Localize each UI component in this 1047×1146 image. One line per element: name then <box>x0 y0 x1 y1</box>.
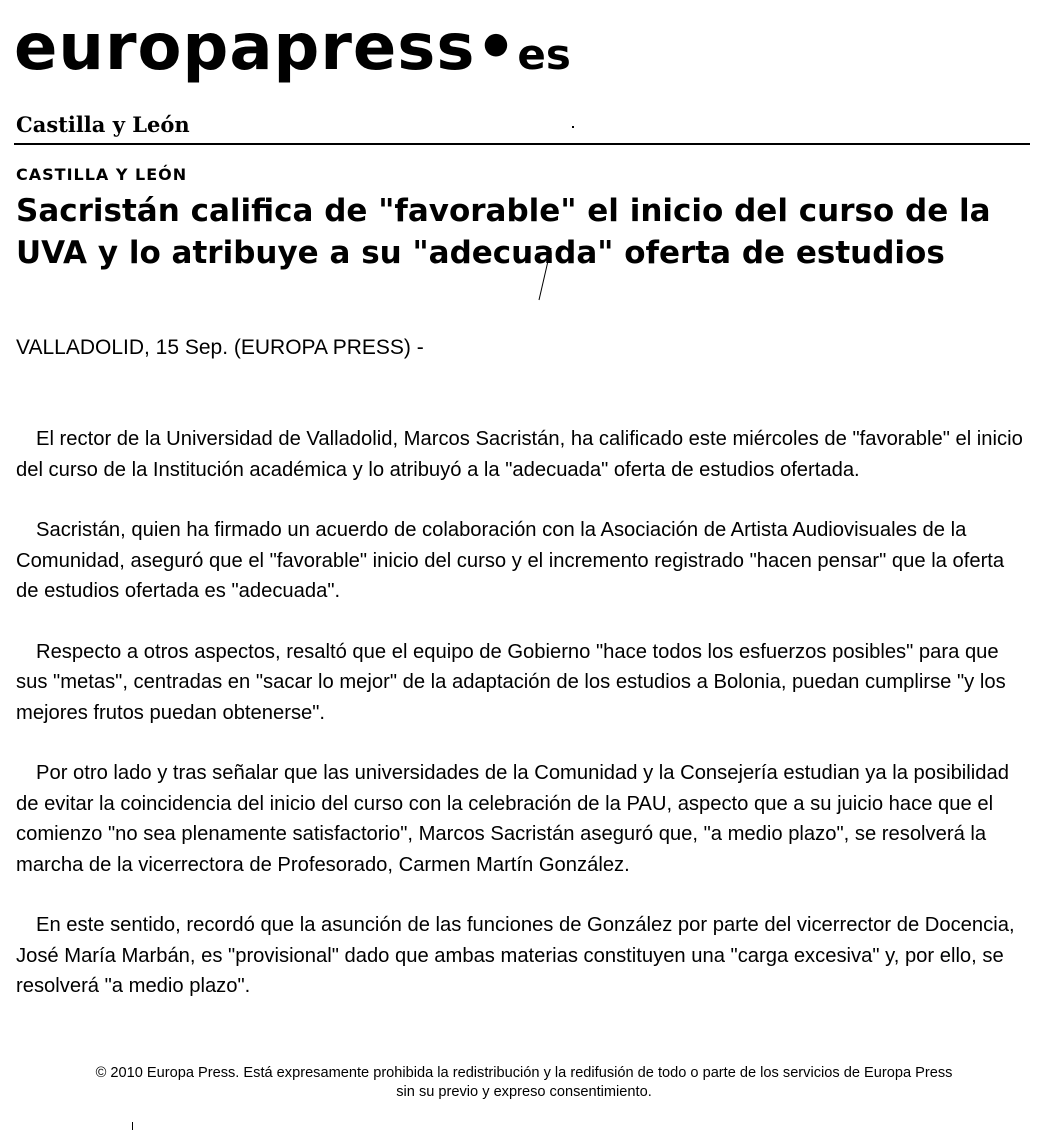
article-dateline: VALLADOLID, 15 Sep. (EUROPA PRESS) - <box>16 336 424 359</box>
article-body <box>16 424 1028 1032</box>
article-headline: Sacristán califica de "favorable" el inicio del curso de la UVA y lo atribuye a su "adecuada" oferta de estudios <box>16 193 991 271</box>
article-paragraph: Por otro lado y tras señalar que las universidades de la Comunidad y la Consejería estudian ya la posibilidad de evitar la coincidencia del inicio del curso con la celebración de la PAU, aspecto que a su juicio hace que el comienzo "no sea plenamente satisfactorio", Marcos Sacristán aseguró que, "a medio plazo", se resolverá la marcha de la vicerrectora de Profesorado, Carmen Martín González. <box>16 762 1009 876</box>
copyright-line: © 2010 Europa Press. Está expresamente prohibida la redistribución y la redifusión de todo o parte de los servicios de Europa Press <box>95 1065 953 1081</box>
europapress-logo <box>14 8 571 95</box>
article-paragraph: El rector de la Universidad de Valladolid, Marcos Sacristán, ha calificado este miércoles de "favorable" el inicio del curso de la Institución académica y lo atribuyó a la "adecuada" oferta de estudios ofertada. <box>16 428 1023 481</box>
logo-domain: es <box>517 30 571 79</box>
scan-speck <box>132 1122 133 1130</box>
copyright-footer <box>10 1064 1038 1102</box>
section-title: Castilla y León <box>16 112 190 137</box>
logo-dot: • <box>475 11 518 85</box>
article-kicker: CASTILLA Y LEÓN <box>16 165 188 184</box>
article-paragraph: En este sentido, recordó que la asunción de las funciones de González por parte del vicerrector de Docencia, José María Marbán, es "provisional" dado que ambas materias constituyen una "carga excesiva" y, por ello, se resolverá "a medio plazo". <box>16 914 1015 997</box>
scan-speck <box>572 126 574 128</box>
article-paragraph: Respecto a otros aspectos, resaltó que el equipo de Gobierno "hace todos los esfuerzos posibles" para que sus "metas", centradas en "sacar lo mejor" de la adaptación de los estudios a Bolonia, puedan cumplirse "y los mejores frutos puedan obtenerse". <box>16 640 1006 724</box>
logo-wordmark: europapress <box>14 11 476 85</box>
header-divider <box>14 143 1030 145</box>
article-paragraph: Sacristán, quien ha firmado un acuerdo de colaboración con la Asociación de Artista Audiovisuales de la Comunidad, aseguró que el "favorable" inicio del curso y el incremento registrado "hacen pensar" que la oferta de estudios ofertada es "adecuada". <box>16 519 1005 602</box>
scan-stroke <box>537 246 553 302</box>
copyright-line: sin su previo y expreso consentimiento. <box>396 1084 652 1100</box>
